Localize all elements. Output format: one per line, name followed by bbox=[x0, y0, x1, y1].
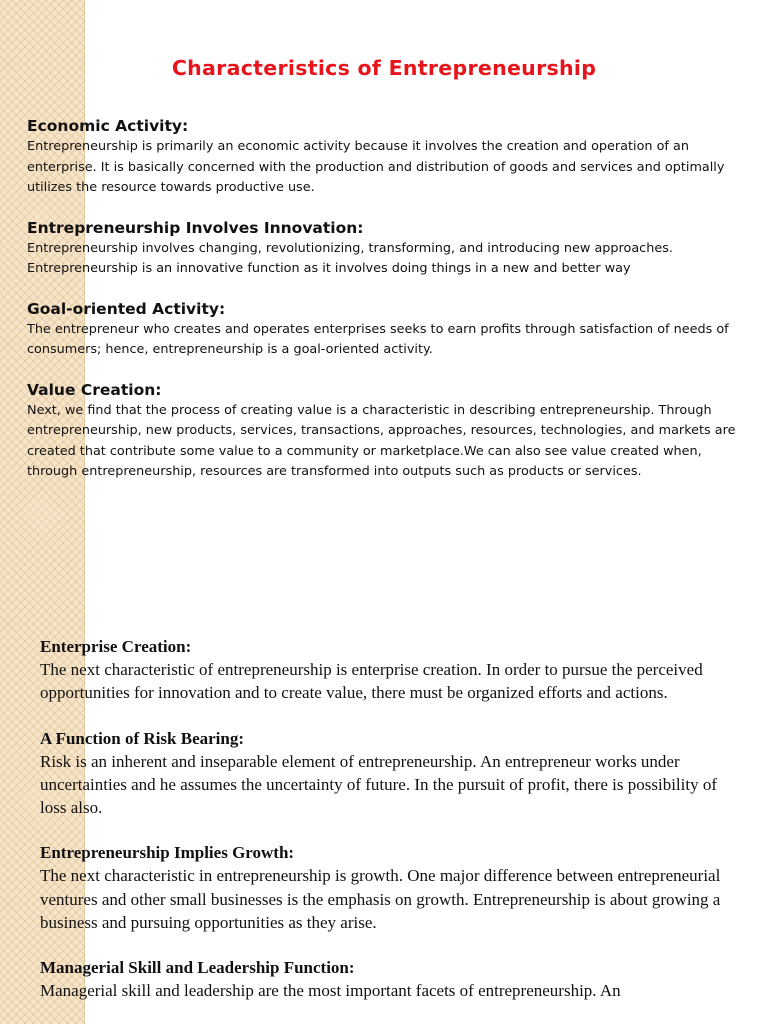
section-body: The next characteristic in entrepreneurship is growth. One major difference between entrepreneurial ventures and other small businesses is the emphasis on growth. Entrepreneurship is about growing a business and pursuing opportunities as they arise. bbox=[40, 866, 721, 933]
section-heading: Value Creation: bbox=[27, 380, 162, 399]
section-heading: Managerial Skill and Leadership Function: bbox=[40, 958, 355, 978]
section-enterprise-creation bbox=[40, 635, 745, 705]
slide-title: Characteristics of Entrepreneurship bbox=[171, 56, 597, 80]
section-managerial-skill bbox=[40, 956, 745, 1002]
section-body: Risk is an inherent and inseparable element of entrepreneurship. An entrepreneur works under uncertainties and he assumes the uncertainty of future. In the pursuit of profit, there is possibility of loss also. bbox=[40, 751, 717, 818]
section-body: Managerial skill and leadership are the most important facets of entrepreneurship. An bbox=[40, 981, 621, 1001]
section-heading: Goal-oriented Activity: bbox=[27, 299, 226, 318]
section-body: The entrepreneur who creates and operates enterprises seeks to earn profits through satisfaction of needs of consumers; hence, entrepreneurship is a goal-oriented activity. bbox=[27, 321, 729, 357]
section-innovation bbox=[27, 219, 745, 280]
section-goal-oriented bbox=[27, 300, 745, 361]
section-body: Entrepreneurship involves changing, revolutionizing, transforming, and introducing new approaches. Entrepreneurship is an innovative function as it involves doing things in a new and better way bbox=[27, 240, 673, 276]
section-economic-activity bbox=[27, 117, 745, 199]
section-heading: A Function of Risk Bearing: bbox=[40, 728, 245, 748]
slide-2-content bbox=[40, 635, 745, 1025]
section-heading: Entrepreneurship Involves Innovation: bbox=[27, 218, 364, 237]
section-risk-bearing bbox=[40, 727, 745, 820]
section-body: The next characteristic of entrepreneurship is enterprise creation. In order to pursue the perceived opportunities for innovation and to create value, there must be organized efforts and actions. bbox=[40, 660, 703, 703]
section-heading: Economic Activity: bbox=[27, 117, 189, 135]
section-body: Entrepreneurship is primarily an economic activity because it involves the creation and operation of an enterprise. It is basically concerned with the production and distribution of goods and services and optimally utilizes the resource towards productive use. bbox=[27, 139, 725, 195]
section-value-creation bbox=[27, 381, 745, 483]
section-growth bbox=[40, 841, 745, 934]
slide-1-content bbox=[27, 117, 745, 503]
section-body: Next, we find that the process of creating value is a characteristic in describing entrepreneurship. Through entrepreneurship, new products, services, transactions, approaches, resources, technologies, and markets are created that contribute some value to a community or marketplace.We can also see value created when, through entrepreneurship, resources are transformed into outputs such as products or services. bbox=[27, 402, 736, 479]
section-heading: Entrepreneurship Implies Growth: bbox=[40, 843, 295, 863]
section-heading: Enterprise Creation: bbox=[40, 637, 192, 656]
